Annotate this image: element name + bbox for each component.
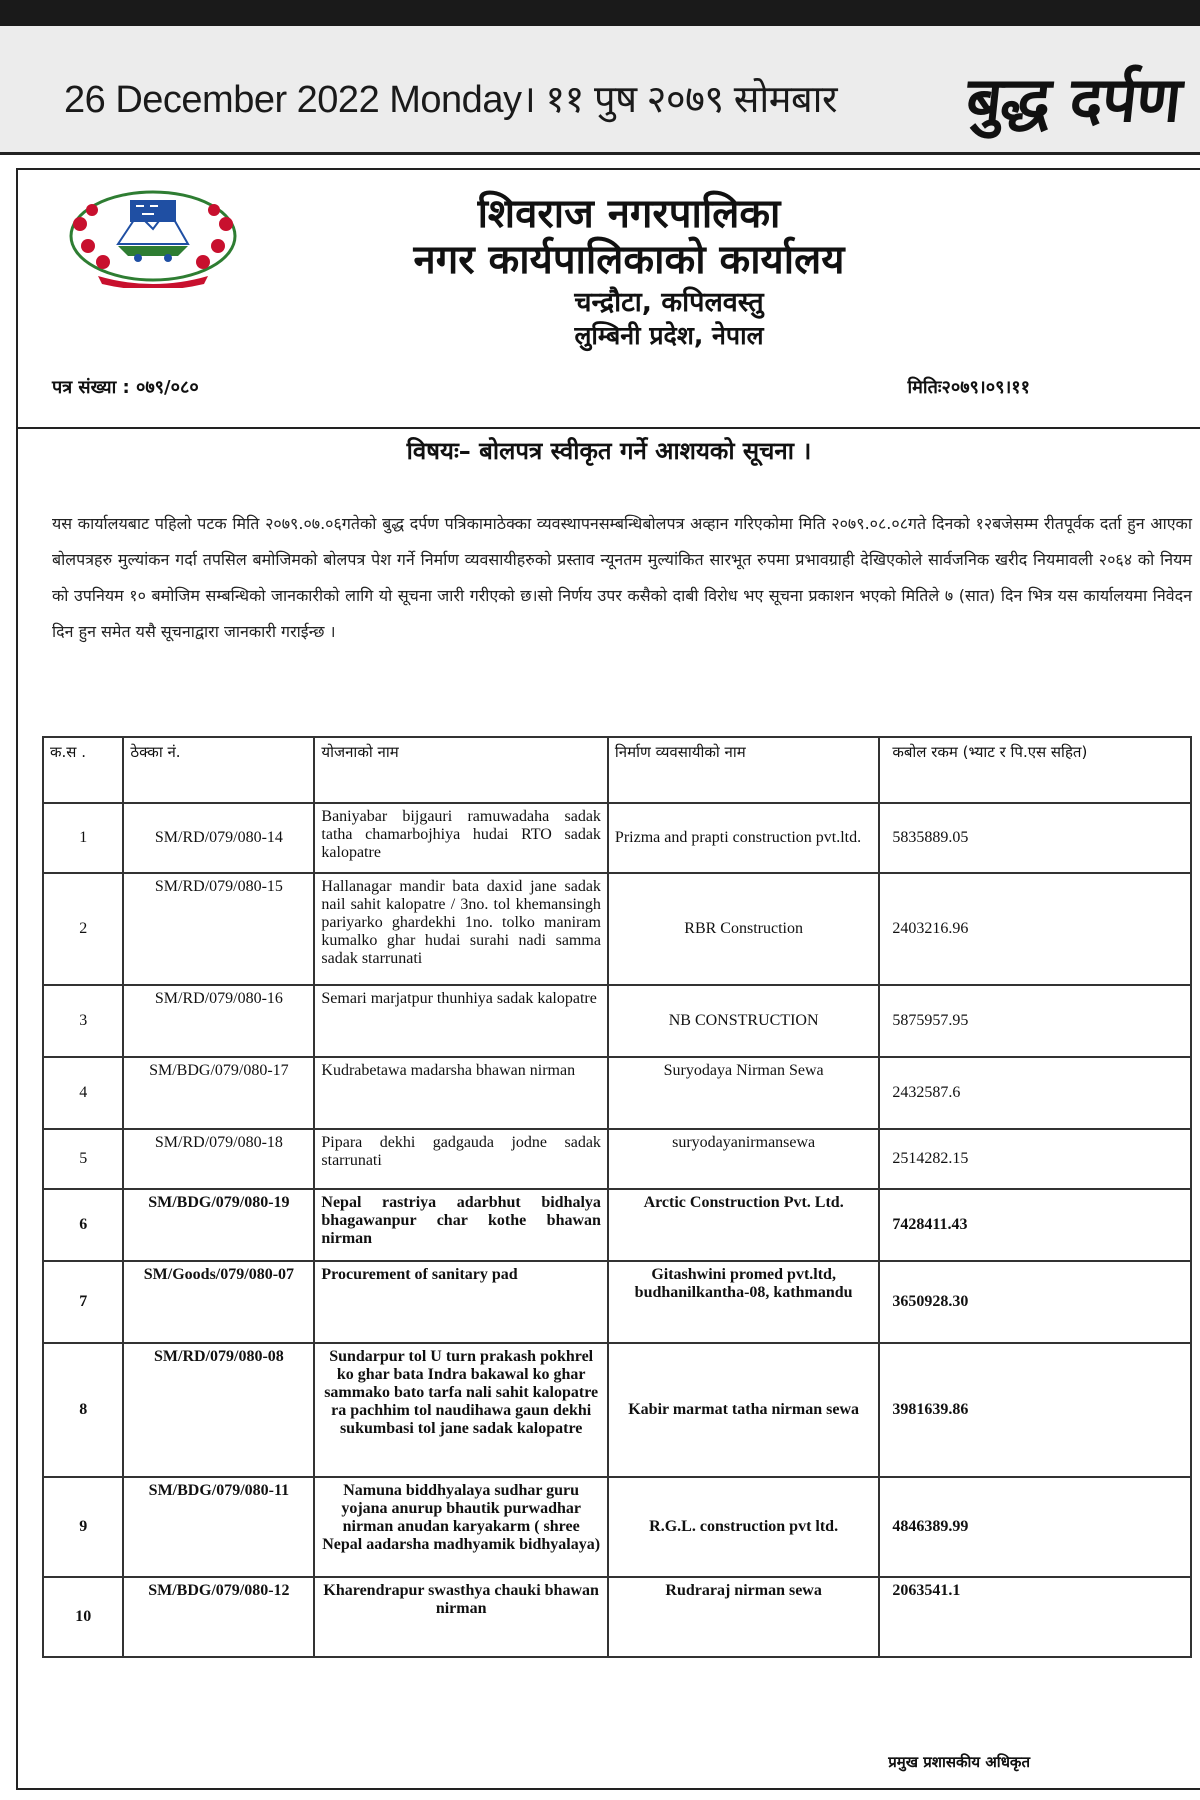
newspaper-header [0,26,1200,152]
publication-date: 26 December 2022 Monday। ११ पुष २०७९ सोमबार [64,79,838,121]
row-project: Kharendrapur swasthya chauki bhawan nirman [314,1577,608,1657]
header-rule [0,152,1200,155]
row-amount: 2403216.96 [879,873,1191,985]
row-contractor: Suryodaya Nirman Sewa [608,1057,879,1129]
table-row [43,1129,1191,1189]
row-contractor: suryodayanirmansewa [608,1129,879,1189]
header-sn: क.स . [43,737,123,803]
row-amount: 3981639.86 [879,1343,1191,1477]
row-amount: 2432587.6 [879,1057,1191,1129]
row-project: Sundarpur tol U turn prakash pokhrel ko ghar bata Indra bakawal ko ghar sammako bato tarfa nali sahit kalopatre ra pachhim tol naudihawa gaun dekhi sukumbasi tol jane sadak kalopatre [314,1343,608,1477]
row-contract-id: SM/RD/079/080-16 [123,985,314,1057]
row-contract-id: SM/RD/079/080-14 [123,803,314,873]
table-row [43,1261,1191,1343]
row-project: Semari marjatpur thunhiya sadak kalopatre [314,985,608,1057]
row-sn: 10 [43,1577,123,1657]
row-sn: 2 [43,873,123,985]
row-sn: 6 [43,1189,123,1261]
row-project: Hallanagar mandir bata daxid jane sadak nail sahit kalopatre / 3no. tol khemansingh pariyarko ghardekhi 1no. tolko maniram kumalko ghar hudai surahi nadi samma sadak starrunati [314,873,608,985]
row-contract-id: SM/Goods/079/080-07 [123,1261,314,1343]
org-name-line1: शिवराज नगरपालिका [477,191,781,237]
table-row [43,873,1191,985]
header-contractor: निर्माण व्यवसायीको नाम [608,737,879,803]
notice-subject: विषयः– बोलपत्र स्वीकृत गर्ने आशयको सूचना । [406,437,812,465]
row-project: Baniyabar bijgauri ramuwadaha sadak tatha chamarbojhiya hudai RTO sadak kalopatre [314,803,608,873]
row-amount: 5875957.95 [879,985,1191,1057]
row-contractor: R.G.L. construction pvt ltd. [608,1477,879,1577]
row-contractor: Rudraraj nirman sewa [608,1577,879,1657]
notice-box [16,168,1200,1790]
table-row [43,1477,1191,1577]
row-project: Nepal rastriya adarbhut bidhalya bhagawanpur char kothe bhawan nirman [314,1189,608,1261]
table-header-row [43,737,1191,803]
notice-body: यस कार्यालयबाट पहिलो पटक मिति २०७९.०७.०६गतेको बुद्ध दर्पण पत्रिकामाठेक्का व्यवस्थापनसम्बन्धिबोलपत्र अव्हान गरिएकोमा मिति २०७९.०८.०८गते दिनको १२बजेसम्म रीतपूर्वक दर्ता हुन आएका बोलपत्रहरु मुल्यांकन गर्दा तपसिल बमोजिमको बोलपत्र पेश गर्ने निर्माण व्यवसायीहरुको प्रस्ताव न्यूनतम मुल्यांकित सारभूत रुपमा प्रभावग्राही देखिएकोले सार्वजनिक खरीद नियमावली २०६४ को नियम को उपनियम १० बमोजिम सम्बन्धिको जानकारीको लागि यो सूचना जारी गरीएको छ।सो निर्णय उपर कसैको दाबी विरोध भए सूचना प्रकाशन भएको मितिले ७ (सात) दिन भित्र यस कार्यालयमा निवेदन दिन हुन समेत यसै सूचनाद्वारा जानकारी गराईन्छ । [52,514,1192,641]
row-contractor: Gitashwini promed pvt.ltd, budhanilkantha-08, kathmandu [608,1261,879,1343]
row-project: Kudrabetawa madarsha bhawan nirman [314,1057,608,1129]
row-sn: 8 [43,1343,123,1477]
row-amount: 7428411.43 [879,1189,1191,1261]
header-amount: कबोल रकम (भ्याट र पि.एस सहित) [879,737,1191,803]
row-contractor: RBR Construction [608,873,879,985]
row-contract-id: SM/RD/079/080-15 [123,873,314,985]
table-row [43,1189,1191,1261]
row-contract-id: SM/BDG/079/080-12 [123,1577,314,1657]
org-name-line2: नगर कार्यपालिकाको कार्यालय [413,237,845,283]
row-project: Namuna biddhyalaya sudhar guru yojana anurup bhautik purwadhar nirman anudan karyakarm ( shree Nepal aadarsha madhyamik bidhyalaya) [314,1477,608,1577]
row-contract-id: SM/BDG/079/080-17 [123,1057,314,1129]
row-amount: 5835889.05 [879,803,1191,873]
row-contractor: Arctic Construction Pvt. Ltd. [608,1189,879,1261]
row-sn: 7 [43,1261,123,1343]
row-contract-id: SM/BDG/079/080-19 [123,1189,314,1261]
row-sn: 3 [43,985,123,1057]
header-contract-id: ठेक्का नं. [123,737,314,803]
newspaper-masthead: बुद्ध दर्पण [962,63,1184,136]
row-contractor: NB CONSTRUCTION [608,985,879,1057]
row-amount: 2063541.1 [879,1577,1191,1657]
table-row [43,803,1191,873]
row-project: Pipara dekhi gadgauda jodne sadak starrunati [314,1129,608,1189]
row-sn: 4 [43,1057,123,1129]
row-sn: 9 [43,1477,123,1577]
bid-table [42,736,1192,1658]
section-divider [18,427,1200,429]
row-sn: 5 [43,1129,123,1189]
row-amount: 2514282.15 [879,1129,1191,1189]
row-contract-id: SM/BDG/079/080-11 [123,1477,314,1577]
table-row [43,1577,1191,1657]
row-contract-id: SM/RD/079/080-18 [123,1129,314,1189]
notice-date: मितिः२०७९।०९।११ [907,377,1030,398]
reference-number: पत्र संख्या : ०७९/०८० [52,377,199,398]
top-bar [0,0,1200,26]
table-row [43,985,1191,1057]
row-amount: 3650928.30 [879,1261,1191,1343]
row-amount: 4846389.99 [879,1477,1191,1577]
table-row [43,1343,1191,1477]
table-row [43,1057,1191,1129]
row-contract-id: SM/RD/079/080-08 [123,1343,314,1477]
header-project: योजनाको नाम [314,737,608,803]
row-contractor: Kabir marmat tatha nirman sewa [608,1343,879,1477]
row-project: Procurement of sanitary pad [314,1261,608,1343]
row-contractor: Prizma and prapti construction pvt.ltd. [608,803,879,873]
org-address-line2: लुम्बिनी प्रदेश, नेपाल [574,321,764,350]
row-sn: 1 [43,803,123,873]
org-address-line1: चन्द्रौटा, कपिलवस्तु [574,287,764,318]
signatory-title: प्रमुख प्रशासकीय अधिकृत [888,1753,1030,1771]
